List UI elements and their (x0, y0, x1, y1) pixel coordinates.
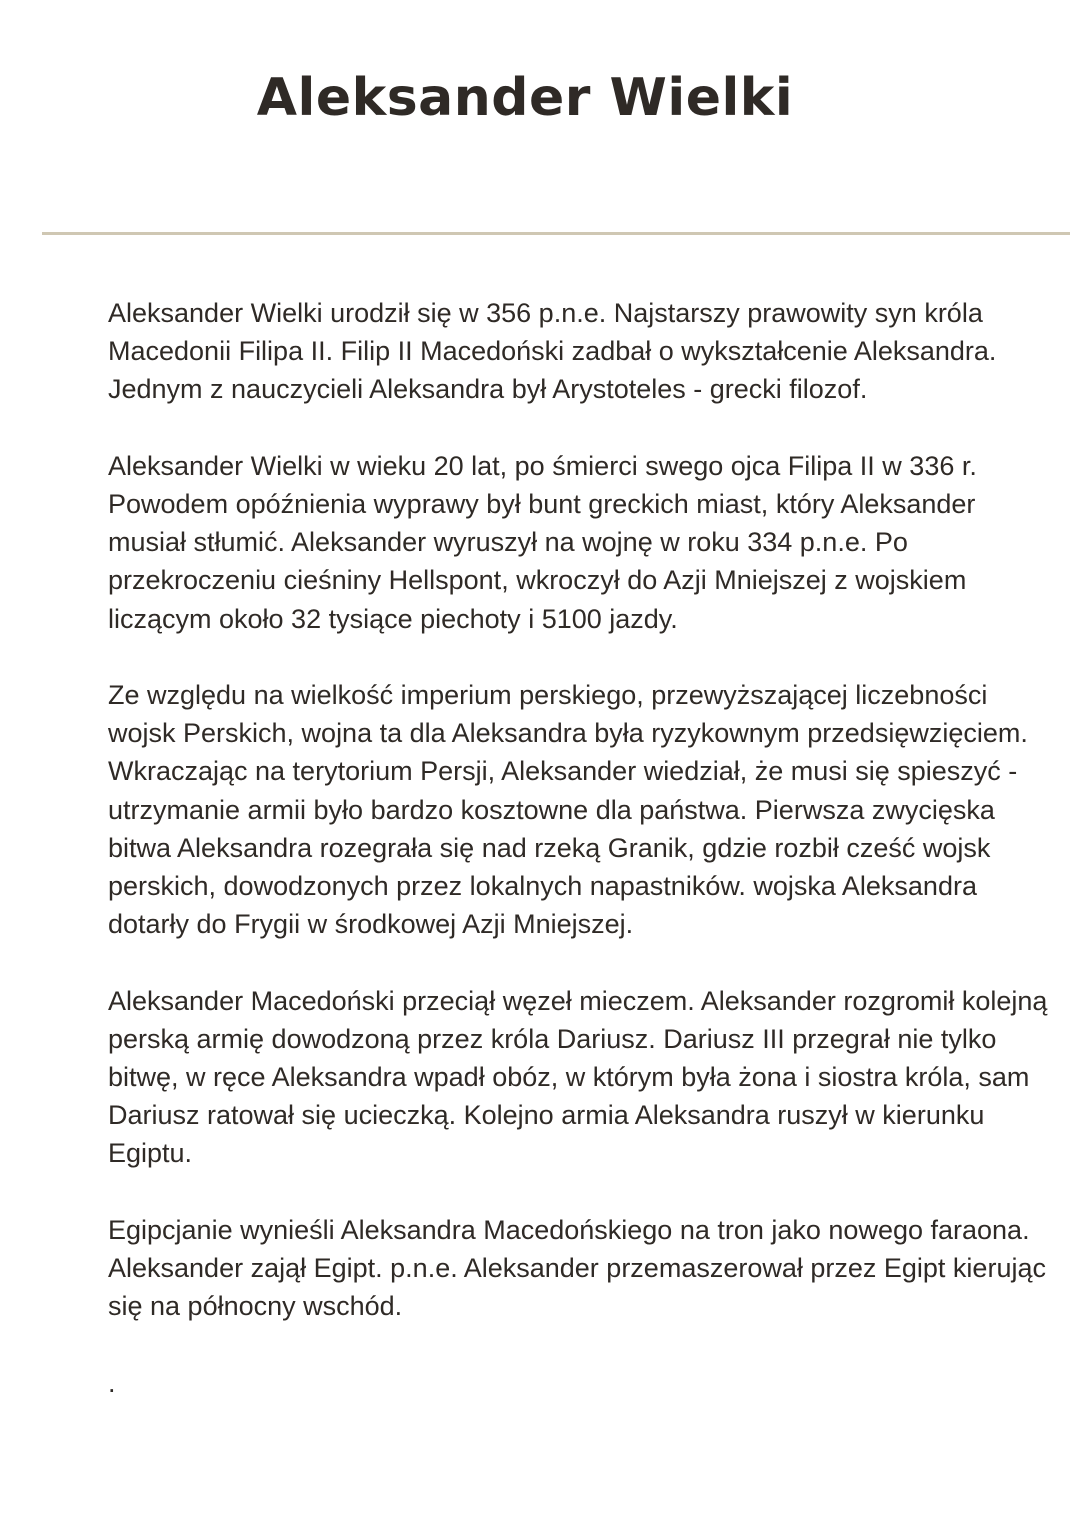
trailing-dot: . (108, 1367, 116, 1398)
paragraph-2: Aleksander Wielki w wieku 20 lat, po śmierci swego ojca Filipa II w 336 r. Powodem opóźnienia wyprawy był bunt greckich miast, który Aleksander musiał stłumić. Aleksander wyruszył na wojnę w roku 334 p.n.e. Po przekroczeniu cieśniny Hellspont, wkroczył do Azji Mniejszej z wojskiem liczącym około 32 tysiące piechoty i 5100 jazdy. (108, 450, 977, 634)
paragraph-1: Aleksander Wielki urodził się w 356 p.n.e. Najstarszy prawowity syn króla Macedonii Filipa II. Filip II Macedoński zadbał o wykształcenie Aleksandra. Jednym z nauczycieli Aleksandra był Arystoteles - grecki filozof. (108, 298, 997, 405)
paragraph-5: Egipcjanie wynieśli Aleksandra Macedońskiego na tron jako nowego faraona. Aleksander zajął Egipt. p.n.e. Aleksander przemaszerował przez Egipt kierując się na północny wschód. (108, 1214, 1046, 1322)
title-divider (42, 232, 1070, 235)
paragraph-4: Aleksander Macedoński przeciął węzeł mieczem. Aleksander rozgromił kolejną perską armię dowodzoną przez króla Dariusz. Dariusz III przegrał nie tylko bitwę, w ręce Aleksandra wpadł obóz, w którym była żona i siostra króla, sam Dariusz ratował się ucieczką. Kolejno armia Aleksandra ruszył w kierunku Egiptu. (108, 985, 1048, 1169)
document-body (108, 294, 1048, 1402)
page-title: Aleksander Wielki (256, 68, 794, 128)
paragraph-3: Ze względu na wielkość imperium perskiego, przewyższającej liczebności wojsk Perskich, wojna ta dla Aleksandra była ryzykownym przedsięwzięciem. Wkraczając na terytorium Persji, Aleksander wiedział, że musi się spieszyć - utrzymanie armii było bardzo kosztowne dla państwa. Pierwsza zwycięska bitwa Aleksandra rozegrała się nad rzeką Granik, gdzie rozbił cześć wojsk perskich, dowodzonych przez lokalnych napastników. wojska Aleksandra dotarły do Frygii w środkowej Azji Mniejszej. (108, 680, 1028, 940)
